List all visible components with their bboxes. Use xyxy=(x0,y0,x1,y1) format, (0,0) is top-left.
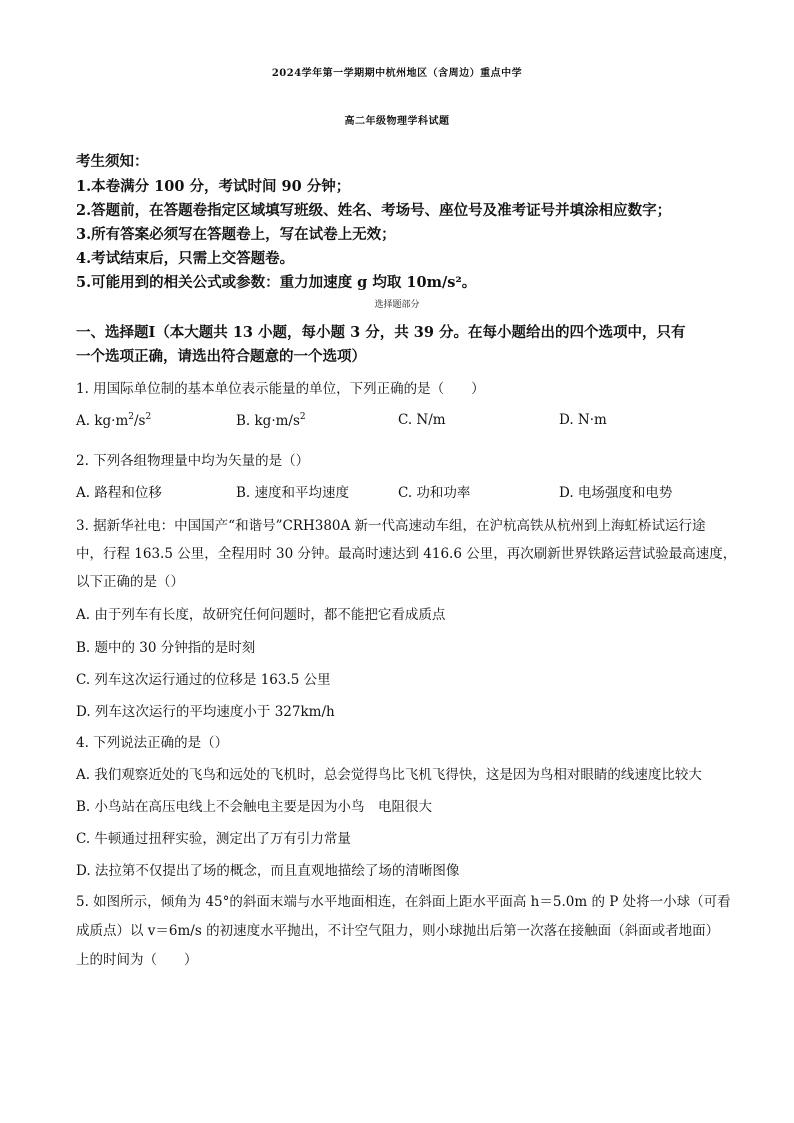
question-2-stem: 2. 下列各组物理量中均为矢量的是（） xyxy=(76,453,310,469)
question-2-option-a: A. 路程和位移 xyxy=(76,485,162,501)
question-5-stem-line-2: 成质点）以 v＝6m/s 的初速度水平抛出，不计空气阻力，则小球抛出后第一次落在接触面（斜面或者地面） xyxy=(76,923,720,939)
question-3-option-a: A. 由于列车有长度，故研究任何问题时，都不能把它看成质点 xyxy=(76,607,446,623)
question-1-option-b: B. $kg\cdot m/s^2$ xyxy=(236,412,306,429)
question-1-option-a: A. $kg\cdot m^2/s^2$ xyxy=(76,412,152,429)
question-4-option-b: B. 小鸟站在高压电线上不会触电主要是因为小鸟 电阻很大 xyxy=(76,799,433,815)
question-3-stem-line-2: 中，行程 163.5 公里，全程用时 30 分钟。最高时速达到 416.6 公里，再次刷新世界铁路运营试验最高速度， xyxy=(76,546,737,562)
notice-item-3: 3.所有答案必须写在答题卷上，写在试卷上无效； xyxy=(76,226,396,243)
exam-title: 2024学年第一学期期中杭州地区（含周边）重点中学 xyxy=(271,68,523,79)
question-2-option-b: B. 速度和平均速度 xyxy=(236,485,350,501)
question-3-stem-line-1: 3. 据新华社电：中国国产“和谐号”CRH380A 新一代高速动车组，在沪杭高铁从杭州到上海虹桥试运行途 xyxy=(76,518,706,534)
question-1-option-d: D. N·m xyxy=(559,412,607,428)
notice-item-2: 2.答题前，在答题卷指定区域填写班级、姓名、考场号、座位号及准考证号并填涂相应数字； xyxy=(76,202,672,219)
section-part-label: 选择题部分 xyxy=(374,300,420,310)
question-3-option-b: B. 题中的 30 分钟指的是时刻 xyxy=(76,640,256,656)
question-2-option-d: D. 电场强度和电势 xyxy=(559,485,673,501)
question-1-stem: 1. 用国际单位制的基本单位表示能量的单位，下列正确的是（ ） xyxy=(76,381,485,397)
question-4-option-d: D. 法拉第不仅提出了场的概念，而且直观地描绘了场的清晰图像 xyxy=(76,863,460,879)
notice-item-5: 5.可能用到的相关公式或参数：重力加速度 g 均取 10m/s²。 xyxy=(76,274,477,291)
question-5-stem-line-1: 5. 如图所示，倾角为 45°的斜面末端与水平地面相连，在斜面上距水平面高 h＝5.0m 的 P 处将一小球（可看 xyxy=(76,894,731,910)
question-4-stem: 4. 下列说法正确的是（） xyxy=(76,735,229,751)
question-3-option-d: D. 列车这次运行的平均速度小于 327km/h xyxy=(76,704,335,720)
question-4-option-a: A. 我们观察近处的飞鸟和远处的飞机时，总会觉得鸟比飞机飞得快，这是因为鸟相对眼睛的线速度比较大 xyxy=(76,767,702,783)
question-5-stem-line-3: 上的时间为（ ） xyxy=(76,952,198,968)
question-2-option-c: C. 功和功率 xyxy=(398,485,471,501)
notice-item-1: 1.本卷满分 100 分，考试时间 90 分钟； xyxy=(76,178,351,195)
question-4-option-c: C. 牛顿通过扭秤实验，测定出了万有引力常量 xyxy=(76,831,351,847)
exam-subtitle: 高二年级物理学科试题 xyxy=(344,116,450,127)
question-3-stem-line-3: 以下正确的是（） xyxy=(76,574,184,590)
section-title-line-1: 一、选择题Ⅰ（本大题共 13 小题，每小题 3 分，共 39 分。在每小题给出的四个选项中，只有 xyxy=(76,324,686,341)
notice-item-4: 4.考试结束后，只需上交答题卷。 xyxy=(76,250,295,267)
notice-heading: 考生须知： xyxy=(76,153,149,170)
question-3-option-c: C. 列车这次运行通过的位移是 163.5 公里 xyxy=(76,672,331,688)
question-1-option-c: C. N/m xyxy=(398,412,446,428)
section-title-line-2: 一个选项正确，请选出符合题意的一个选项） xyxy=(76,348,366,365)
